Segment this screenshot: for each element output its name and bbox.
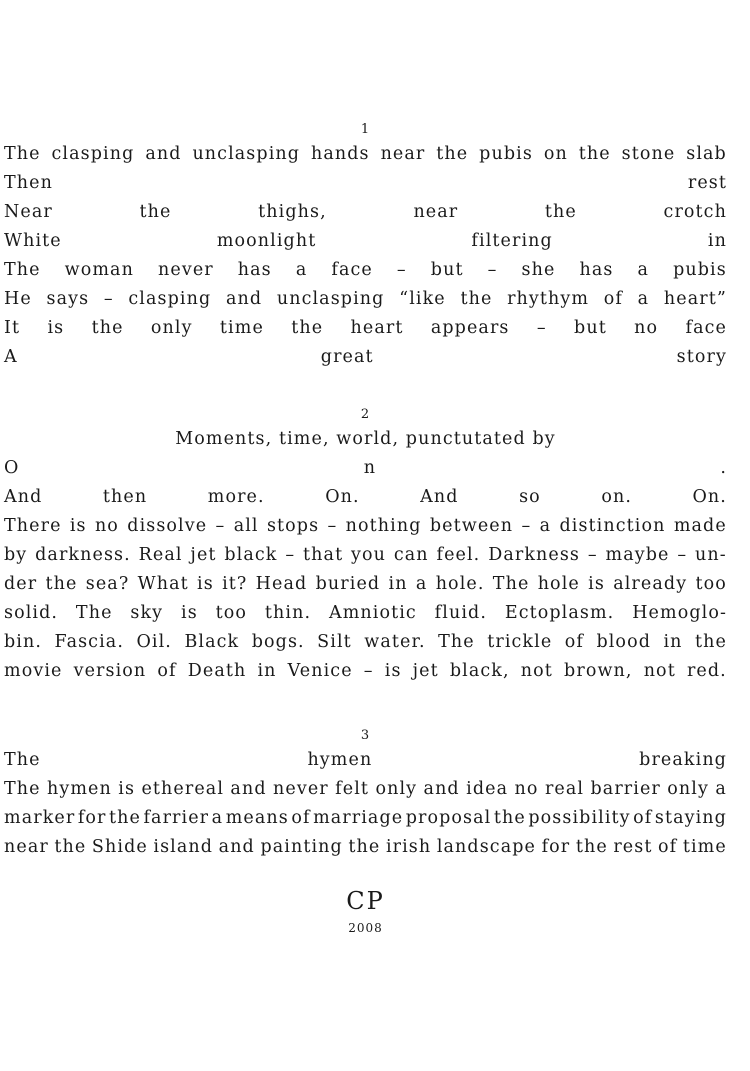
poem-word: O xyxy=(4,458,20,478)
paragraph-line: solid. The sky is too thin. Amniotic fluid. Ectoplasm. Hemoglo- xyxy=(4,603,727,623)
signature-initials: CP xyxy=(346,887,385,915)
poem-word: pubis xyxy=(479,144,533,164)
poem-word: “like xyxy=(399,289,446,309)
paragraph-line: bin. Fascia. Oil. Black bogs. Silt water. The trickle of blood in the xyxy=(4,632,727,652)
poem-word: no xyxy=(634,318,659,338)
poem-word: unclasping xyxy=(192,144,301,164)
poem-word: Then xyxy=(4,173,53,193)
poem-word: – xyxy=(396,260,407,280)
poem-word: And xyxy=(4,487,43,507)
centered-line: Moments, time, world, punctutated by xyxy=(175,429,556,449)
poem-word: thighs, xyxy=(258,202,327,222)
paragraph-line: der the sea? What is it? Head buried in a hole. The hole is already too xyxy=(4,574,727,594)
poem-word: heart” xyxy=(663,289,727,309)
poem-word: and xyxy=(145,144,182,164)
poem-word: on xyxy=(543,144,568,164)
poem-word: A xyxy=(4,347,18,367)
poem-word: – xyxy=(536,318,547,338)
poem-line xyxy=(4,256,727,285)
poem-word: the xyxy=(291,318,324,338)
poem-line xyxy=(4,314,727,343)
poem-line xyxy=(4,140,727,169)
poem-word: . xyxy=(720,458,727,478)
poem-word: a xyxy=(637,289,650,309)
poem-word: He xyxy=(4,289,32,309)
poem-word: – xyxy=(103,289,114,309)
section-lines xyxy=(4,746,727,775)
poem-line xyxy=(4,198,727,227)
poem-word: story xyxy=(676,347,727,367)
poem-word: White xyxy=(4,231,62,251)
poem-word: in xyxy=(707,231,727,251)
section-paragraph xyxy=(4,775,727,862)
paragraph-line: marker for the farrier a means of marriage proposal the possibility of staying xyxy=(4,808,727,828)
poem-line xyxy=(4,483,727,512)
poem-word: great xyxy=(320,347,374,367)
poem-word: the xyxy=(91,318,124,338)
paragraph-line: by darkness. Real jet black – that you can feel. Darkness – maybe – un- xyxy=(4,545,727,565)
poem-word: but xyxy=(430,260,464,280)
section-1 xyxy=(4,120,727,372)
poem-word: And xyxy=(420,487,459,507)
poem-word: rest xyxy=(687,173,727,193)
poem-word: says xyxy=(46,289,90,309)
poem-word: crotch xyxy=(663,202,727,222)
poem-word: clasping xyxy=(128,289,212,309)
poem-word: moonlight xyxy=(216,231,317,251)
poem-word: a xyxy=(295,260,308,280)
paragraph-line: There is no dissolve – all stops – nothing between – a distinction made xyxy=(4,516,727,536)
poem-word: the xyxy=(139,202,172,222)
poem-word: heart xyxy=(350,318,404,338)
poem-word: then xyxy=(102,487,148,507)
poem-word: never xyxy=(158,260,214,280)
poem-word: Near xyxy=(4,202,53,222)
poem-word: The xyxy=(4,750,41,770)
poem-word: It xyxy=(4,318,21,338)
poem-line xyxy=(4,746,727,775)
paragraph-line: movie version of Death in Venice – is jet black, not brown, not red. xyxy=(4,661,727,681)
section-lines xyxy=(4,454,727,512)
poem-word: time xyxy=(219,318,264,338)
poem-word: the xyxy=(460,289,493,309)
poem-word: has xyxy=(237,260,272,280)
poem-word: near xyxy=(413,202,459,222)
poem-word: the xyxy=(544,202,577,222)
poem-word: has xyxy=(579,260,614,280)
poem-word: near xyxy=(380,144,426,164)
poem-word: slab xyxy=(686,144,727,164)
poem-line xyxy=(4,285,727,314)
poem-line xyxy=(4,343,727,372)
poem-word: of xyxy=(603,289,623,309)
poem-line xyxy=(4,227,727,256)
poem-word: on. xyxy=(601,487,632,507)
poem-word: only xyxy=(150,318,193,338)
poem-word: the xyxy=(578,144,611,164)
poem-word: The xyxy=(4,260,41,280)
paragraph-line: near the Shide island and painting the irish landscape for the rest of time xyxy=(4,837,727,857)
section-number: 2 xyxy=(360,407,371,422)
section-2 xyxy=(4,405,727,686)
poem-word: The xyxy=(4,144,41,164)
poem-word: but xyxy=(574,318,607,338)
section-3 xyxy=(4,726,727,862)
poem-word: appears xyxy=(430,318,510,338)
poem-word: more. xyxy=(207,487,265,507)
poem-word: filtering xyxy=(471,231,553,251)
section-number: 1 xyxy=(360,122,371,137)
poem-word: hands xyxy=(310,144,370,164)
poem-word: unclasping xyxy=(276,289,385,309)
poem-word: clasping xyxy=(51,144,135,164)
signature-year: 2008 xyxy=(348,921,383,935)
poem-word: the xyxy=(436,144,469,164)
signature xyxy=(4,886,727,936)
poem-word: is xyxy=(47,318,65,338)
poem-word: she xyxy=(521,260,556,280)
poem-word: so xyxy=(519,487,541,507)
section-lines xyxy=(4,140,727,372)
poem-word: woman xyxy=(64,260,134,280)
poem-word: face xyxy=(685,318,727,338)
poem-word: and xyxy=(225,289,263,309)
poem-word: face xyxy=(331,260,373,280)
section-paragraph xyxy=(4,512,727,686)
poem-word: breaking xyxy=(639,750,727,770)
paragraph-line: The hymen is ethereal and never felt only and idea no real barrier only a xyxy=(4,779,727,799)
poem-word: – xyxy=(487,260,498,280)
poem-word: a xyxy=(637,260,650,280)
poem-word: On. xyxy=(325,487,360,507)
poem-word: rhythym xyxy=(507,289,590,309)
poem-line xyxy=(4,454,727,483)
poem-word: On. xyxy=(692,487,727,507)
poem-word: n xyxy=(363,458,377,478)
poem-word: hymen xyxy=(307,750,373,770)
section-number: 3 xyxy=(360,728,371,743)
poem-word: stone xyxy=(621,144,676,164)
poem-line xyxy=(4,169,727,198)
poem-word: pubis xyxy=(673,260,727,280)
